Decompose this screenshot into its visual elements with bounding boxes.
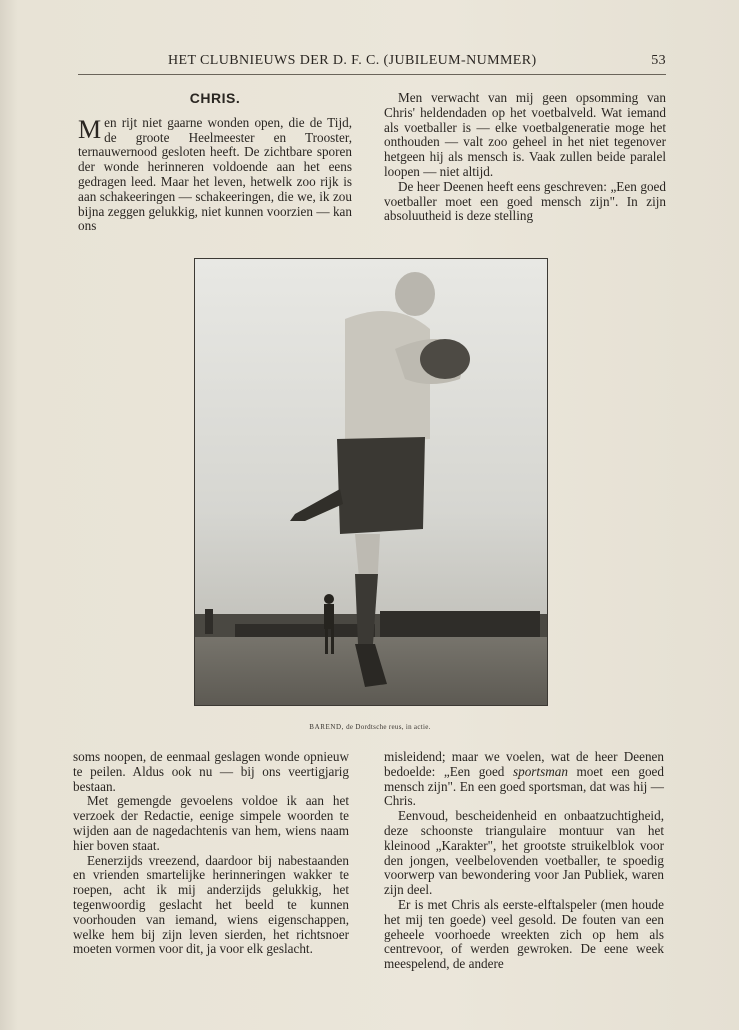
paragraph bbox=[78, 116, 352, 234]
paragraph-text: en rijt niet gaarne wonden open, die de Tijd, de groote Heelmeester en Trooster, ternauwernood gesloten heeft. De zichtbare sporen der wonde herinneren voldoende aan het eens gedragen leed. Maar het leven, hetwelk zoo rijk is aan schakeeringen — schakeeringen, die we, ik zou bijna zeggen gelukkig, niet kunnen voorzien — kan ons bbox=[78, 114, 352, 234]
running-header bbox=[78, 52, 666, 75]
paragraph: Eenvoud, bescheidenheid en onbaatzuchtigheid, deze schoonste triangulaire montuur van het kleinood „Karakter", het grootste struikelblok voor den jongen, veelbelovenden voetballer, te spoedig voorwerp van bewondering voor Jan Publiek, waren zijn deel. bbox=[384, 808, 664, 898]
drop-cap: M bbox=[78, 114, 102, 144]
photo-illustration bbox=[195, 259, 547, 705]
emphasis: sportsman bbox=[512, 763, 568, 779]
paragraph-text: misleidend; maar we voelen, wat de heer Deenen bedoelde: „Een goed bbox=[384, 749, 664, 779]
article-title: CHRIS. bbox=[189, 90, 241, 106]
column-top-right bbox=[384, 91, 666, 224]
paragraph: Eenerzijds vreezend, daardoor bij nabestaanden en vrienden smartelijke herinneringen wakker te roepen, acht ik mij anderzijds gelukkig, het tegenwoordig geslacht het beeld te kunnen voorhouden van iemand, wiens eigenschappen, welke hem bij zijn leven sierden, het richtsnoer moeten vormen voor dit, ja voor elk geslacht. bbox=[73, 852, 349, 957]
paragraph bbox=[384, 750, 664, 809]
page-number: 53 bbox=[651, 53, 666, 68]
photo-caption bbox=[194, 723, 546, 731]
goalkeeper-photo bbox=[194, 258, 548, 706]
running-title: HET CLUBNIEUWS DER D. F. C. (JUBILEUM-NUMMER) bbox=[168, 53, 537, 68]
column-bottom-right bbox=[384, 750, 664, 972]
paragraph-text: moet een goed mensch zijn". En een goed sportsman, dat was hij — Chris. bbox=[384, 763, 664, 809]
paragraph: soms noopen, de eenmaal geslagen wonde opnieuw te peilen. Aldus ook nu — bij ons veertigjarig bestaan. bbox=[73, 749, 349, 794]
paragraph: De heer Deenen heeft eens geschreven: „Een goed voetballer moet een goed mensch zijn". In zijn absoluutheid is deze stelling bbox=[384, 178, 666, 224]
caption-text: de Dordtsche reus, in actie. bbox=[344, 723, 431, 731]
caption-name: BAREND, bbox=[309, 723, 345, 731]
paragraph: Met gemengde gevoelens voldoe ik aan het verzoek der Redactie, eenige simpele woorden te wijden aan de nagedachtenis van hem, wiens naam hier boven staat. bbox=[73, 793, 349, 853]
column-bottom-left bbox=[73, 750, 349, 957]
paragraph: Men verwacht van mij geen opsomming van Chris' heldendaden op het voetbalveld. Wat iemand als voetballer is — elke voetbalgeneratie moge het onthouden — valt zoo geheel in het niet tegenover hetgeen hij als mensch is. Vaak zullen beide paralel loopen — niet altijd. bbox=[384, 90, 666, 179]
column-top-left bbox=[78, 91, 352, 234]
paragraph: Er is met Chris als eerste-elftalspeler (men houde het mij ten goede) veel gesold. De fouten van een geheele voorhoede wreekten zich op hem als centrevoor, of werden gewroken. De eene week meespelend, de andere bbox=[384, 896, 664, 972]
